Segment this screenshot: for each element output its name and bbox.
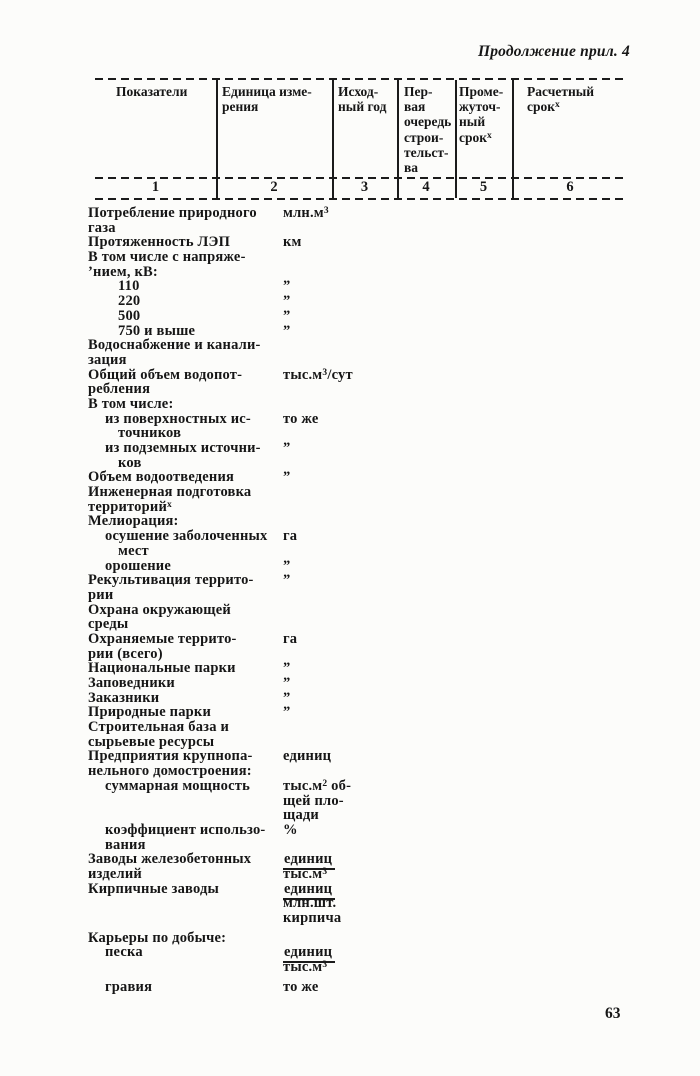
table-row bbox=[88, 720, 668, 735]
indicator-label: газа bbox=[88, 219, 116, 236]
indicator-label: рии bbox=[88, 586, 114, 603]
dashed-border-top bbox=[95, 78, 628, 80]
indicator-label: Кирпичные заводы bbox=[88, 880, 220, 897]
unit-value: ” bbox=[283, 704, 291, 721]
unit-value: ” bbox=[283, 293, 291, 310]
table-row bbox=[88, 544, 668, 559]
continuation-title: Продолжение прил. 4 bbox=[477, 43, 630, 60]
indicator-label: Объем водоотведения bbox=[88, 469, 235, 486]
indicator-label: Инженерная подготовка bbox=[88, 484, 252, 501]
unit-value: единиц bbox=[283, 882, 335, 896]
table-row bbox=[88, 945, 668, 960]
table-row bbox=[88, 573, 668, 588]
header-cell-promezhutochny-srok: Проме- жуточ- ный срок$^x$ bbox=[459, 84, 504, 145]
indicator-label: В том числе: bbox=[88, 395, 174, 412]
unit-value: га bbox=[283, 630, 298, 647]
indicator-label: ’нием, кВ: bbox=[88, 263, 158, 280]
table-row bbox=[88, 838, 668, 853]
indicator-label: орошение bbox=[105, 557, 171, 574]
table-row bbox=[88, 808, 668, 823]
table-row bbox=[88, 294, 668, 309]
header-cell-pervaya-ochered: Пер- вая очередь строи- тельст- ва bbox=[404, 84, 452, 176]
indicator-label: среды bbox=[88, 616, 129, 633]
table-row bbox=[88, 265, 668, 280]
indicator-label: вания bbox=[105, 836, 146, 853]
table-row bbox=[88, 931, 668, 946]
indicator-label: территорий$^x$ bbox=[88, 498, 172, 515]
indicator-label: гравия bbox=[105, 978, 153, 995]
unit-value: ” bbox=[283, 440, 291, 456]
table-row bbox=[88, 588, 668, 603]
indicator-label: Предприятия крупнопа- bbox=[88, 748, 253, 765]
unit-value: $млн.м^3$ bbox=[283, 205, 329, 221]
page-number: 63 bbox=[605, 1005, 621, 1022]
indicator-label: сырьевые ресурсы bbox=[88, 733, 215, 750]
indicator-label: песка bbox=[105, 944, 143, 961]
indicator-label: Водоснабжение и канали- bbox=[88, 337, 261, 354]
unit-value: ” bbox=[283, 660, 291, 677]
table-row bbox=[88, 382, 668, 397]
table-body bbox=[88, 206, 668, 994]
unit-value: единиц bbox=[283, 945, 335, 959]
table-row bbox=[88, 794, 668, 809]
unit-value: млн.шт. bbox=[283, 895, 337, 912]
indicator-label: рии (всего) bbox=[88, 645, 163, 662]
table-row bbox=[88, 691, 668, 706]
table-row bbox=[88, 749, 668, 764]
indicator-label: Общий объем водопот- bbox=[88, 366, 243, 383]
unit-value: то же bbox=[283, 410, 319, 427]
table-row bbox=[88, 896, 668, 911]
table-row bbox=[88, 514, 668, 529]
unit-value: км bbox=[283, 234, 302, 251]
column-number: 1 bbox=[151, 179, 160, 195]
indicator-label: 220 bbox=[118, 293, 141, 310]
unit-value: единиц bbox=[283, 852, 335, 866]
unit-value: га bbox=[283, 528, 298, 545]
table-row bbox=[88, 676, 668, 691]
table-row bbox=[88, 882, 668, 897]
unit-value: щади bbox=[283, 807, 319, 824]
indicator-label: ребления bbox=[88, 381, 151, 398]
indicator-label: 750 и выше bbox=[118, 322, 196, 339]
indicator-label: из подземных источни- bbox=[105, 440, 261, 456]
indicator-label: Охраняемые террито- bbox=[88, 630, 237, 647]
unit-value: ” bbox=[283, 572, 291, 589]
table-row bbox=[88, 867, 668, 882]
table-row bbox=[88, 324, 668, 339]
unit-value: щей пло- bbox=[283, 792, 344, 809]
indicator-label: Национальные парки bbox=[88, 660, 236, 677]
header-cell-raschetny-srok: Расчетный срок$^x$ bbox=[527, 84, 595, 115]
indicator-label: Потребление природного bbox=[88, 205, 257, 221]
table-row bbox=[88, 353, 668, 368]
table-row bbox=[88, 500, 668, 515]
header-cell-iskhodny-god: Исход- ный год bbox=[338, 84, 387, 115]
table-row bbox=[88, 338, 668, 353]
indicator-label: зация bbox=[88, 351, 127, 368]
indicator-label: точников bbox=[118, 425, 182, 442]
unit-value: $тыс.м^3$/сут bbox=[283, 366, 353, 383]
table-row bbox=[88, 221, 668, 236]
table-row bbox=[88, 397, 668, 412]
table-row bbox=[88, 250, 668, 265]
table-row bbox=[88, 980, 668, 995]
header-cell-edinitsa-izmereniya: Единица изме- рения bbox=[222, 84, 312, 115]
indicator-label: В том числе с напряже- bbox=[88, 249, 246, 266]
unit-value: $тыс.м^3$ bbox=[283, 959, 328, 976]
indicator-label: ков bbox=[118, 454, 142, 471]
unit-value: ” bbox=[283, 278, 291, 295]
table-row bbox=[88, 441, 668, 456]
table-row bbox=[88, 470, 668, 485]
indicator-label: Заводы железобетонных bbox=[88, 851, 252, 868]
table-row bbox=[88, 911, 668, 926]
table-row bbox=[88, 823, 668, 838]
indicator-label: суммарная мощность bbox=[105, 777, 250, 794]
table-row bbox=[88, 309, 668, 324]
table-row bbox=[88, 779, 668, 794]
indicator-label: Охрана окружающей bbox=[88, 601, 231, 618]
table-header bbox=[95, 78, 628, 200]
dashed-border-bottom bbox=[95, 198, 628, 200]
table-row bbox=[88, 485, 668, 500]
indicator-label: Мелиорация: bbox=[88, 513, 179, 530]
table-row bbox=[88, 617, 668, 632]
indicator-label: Заказники bbox=[88, 689, 160, 706]
unit-value: $тыс.м^2$ об- bbox=[283, 777, 352, 794]
header-cell-pokazateli: Показатели bbox=[116, 84, 188, 99]
unit-value: то же bbox=[283, 978, 319, 995]
unit-value: единиц bbox=[283, 748, 332, 765]
indicator-label: Рекультивация террито- bbox=[88, 572, 254, 589]
indicator-label: 110 bbox=[118, 278, 140, 295]
table-row bbox=[88, 632, 668, 647]
indicator-label: осушение заболоченных bbox=[105, 528, 268, 545]
indicator-label: нельного домостроения: bbox=[88, 763, 252, 780]
table-row bbox=[88, 529, 668, 544]
table-row bbox=[88, 705, 668, 720]
table-row bbox=[88, 206, 668, 221]
indicator-label: коэффициент использо- bbox=[105, 821, 266, 838]
table-row bbox=[88, 279, 668, 294]
unit-value: ” bbox=[283, 307, 291, 324]
table-row bbox=[88, 960, 668, 975]
table-row bbox=[88, 235, 668, 250]
indicator-label: изделий bbox=[88, 865, 142, 882]
column-number: 2 bbox=[270, 179, 278, 195]
indicator-label: Протяженность ЛЭП bbox=[88, 234, 231, 251]
unit-value: $тыс.м^3$ bbox=[283, 865, 328, 882]
indicator-label: из поверхностных ис- bbox=[105, 410, 251, 427]
indicator-label: мест bbox=[118, 542, 149, 559]
indicator-label: Строительная база и bbox=[88, 719, 230, 736]
column-number: 3 bbox=[360, 179, 369, 195]
unit-value: % bbox=[283, 821, 298, 838]
indicator-label: Карьеры по добыче: bbox=[88, 929, 227, 946]
table-row bbox=[88, 559, 668, 574]
table-row bbox=[88, 368, 668, 383]
unit-value: кирпича bbox=[283, 910, 342, 926]
unit-value: ” bbox=[283, 469, 291, 486]
indicator-label: 500 bbox=[118, 307, 141, 324]
unit-value: ” bbox=[283, 557, 291, 574]
column-number: 4 bbox=[422, 179, 430, 195]
table-row bbox=[88, 735, 668, 750]
table-row bbox=[88, 603, 668, 618]
indicator-label: Заповедники bbox=[88, 675, 175, 691]
unit-value: ” bbox=[283, 689, 291, 706]
column-number: 6 bbox=[566, 179, 574, 195]
indicator-label: Природные парки bbox=[88, 704, 212, 721]
column-number: 5 bbox=[479, 179, 488, 195]
table-row bbox=[88, 661, 668, 676]
table-row bbox=[88, 412, 668, 427]
table-row bbox=[88, 456, 668, 471]
table-row bbox=[88, 852, 668, 867]
unit-value: ” bbox=[283, 675, 291, 691]
table-row bbox=[88, 426, 668, 441]
table-row bbox=[88, 764, 668, 779]
table-row bbox=[88, 647, 668, 662]
unit-value: ” bbox=[283, 322, 291, 339]
